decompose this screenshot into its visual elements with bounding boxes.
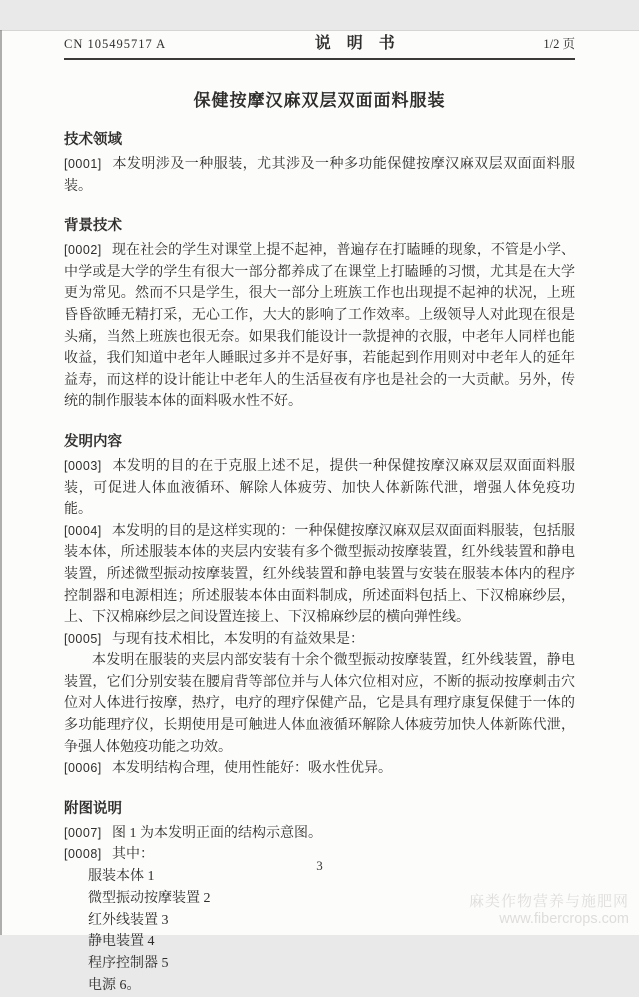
paragraph-number: [0003] bbox=[64, 458, 102, 473]
paragraph-number: [0001] bbox=[64, 157, 102, 171]
list-item: 电源 6。 bbox=[88, 978, 141, 994]
paragraph-text: 本发明的目的在于克服上述不足，提供一种保健按摩汉麻双层双面面料服装，可促进人体血液循环、解除人体疲劳、加快人体新陈代泄，增强人体免疫功能。 bbox=[64, 458, 575, 518]
section-heading-invention-content: 发明内容 bbox=[64, 433, 122, 450]
list-item: 程序控制器 5 bbox=[88, 956, 169, 972]
paragraph-number: [0006] bbox=[64, 761, 102, 776]
list-item: 服装本体 1 bbox=[88, 869, 155, 885]
section-heading-figure-description: 附图说明 bbox=[64, 800, 122, 817]
paragraph-0002 bbox=[64, 240, 575, 413]
paragraph-0005 bbox=[64, 629, 575, 651]
paragraph-0003 bbox=[64, 456, 575, 521]
paragraph-text: 现在社会的学生对课堂上提不起神，普遍存在打瞌睡的现象，不管是小学、中学或是大学的学生有很大一部分都养成了在课堂上打瞌睡的习惯，尤其是在大学更为常见。然而不只是学生，很大一部分上班族工作也出现提不起神的状况，上班昏昏欲睡无精打采，无心工作，大大的影响了工作效率。上级领导人对此现在很是头痛，当然上班族也很无奈。如果我们能设计一款提神的衣服，中老年人同样也能收益，我们知道中老年人睡眠过多并不是好事，若能起到作用则对中老年人的延年益寿，而这样的设计能让中老年人的生活昼夜有序也是社会的一大贡献。另外，传统的制作服装本体的面料吸水性不好。 bbox=[64, 243, 575, 410]
publication-number: CN 105495717 A bbox=[64, 37, 167, 51]
section-background-art bbox=[64, 214, 575, 413]
list-item: 静电装置 4 bbox=[88, 934, 155, 950]
section-technical-field bbox=[64, 128, 575, 197]
paragraph-text: 与现有技术相比，本发明的有益效果是： bbox=[112, 631, 364, 647]
paragraph-text: 图 1 为本发明正面的结构示意图。 bbox=[112, 825, 322, 841]
paragraph-text: 本发明的目的是这样实现的：一种保健按摩汉麻双层双面面料服装，包括服装本体，所述服装本体的夹层内安装有多个微型振动按摩装置，红外线装置和静电装置，所述微型振动按摩装置，红外线装置和静电装置与安装在服装本体内的程序控制器和电源相连；所述服装本体由面料制成，所述面料包括上、下汉棉麻纱层，上、下汉棉麻纱层之间设置连接上、下汉棉麻纱层的横向弹性线。 bbox=[64, 523, 575, 626]
list-item: 微型振动按摩装置 2 bbox=[88, 890, 211, 906]
page-indicator: 1/2 页 bbox=[543, 37, 575, 51]
paragraph-beneficial-effects bbox=[64, 650, 575, 758]
invention-title: 保健按摩汉麻双层双面面料服装 bbox=[193, 91, 446, 110]
paragraph-number: [0007] bbox=[64, 825, 102, 840]
document-type-title: 说明书 bbox=[314, 35, 411, 52]
watermark-url: www.fibercrops.com bbox=[499, 911, 629, 927]
figure-parts-list bbox=[64, 866, 575, 997]
list-item: 红外线装置 3 bbox=[88, 912, 169, 928]
paragraph-number: [0002] bbox=[64, 243, 102, 258]
paragraph-0004 bbox=[64, 521, 575, 629]
paragraph-0006 bbox=[64, 758, 575, 780]
page-number: 3 bbox=[316, 858, 323, 873]
watermark bbox=[469, 890, 629, 927]
paragraph-number: [0008] bbox=[64, 847, 102, 862]
patent-document-page bbox=[0, 30, 639, 994]
paragraph-text: 其中： bbox=[112, 847, 154, 863]
paragraph-number: [0005] bbox=[64, 631, 102, 646]
watermark-site-name: 麻类作物营养与施肥网 bbox=[468, 893, 629, 910]
paragraph-0007 bbox=[64, 823, 575, 845]
paragraph-text: 本发明在服装的夹层内部安装有十余个微型振动按摩装置，红外线装置，静电装置，它们分别安装在腰肩背等部位并与人体穴位相对应，不断的振动按摩刺击穴位对人体进行按摩，热疗，电疗的理疗保健产品，它是具有理疗康复保健于一体的多功能理疗仪，长期使用是可触进人体血液循环解除人体疲劳加快人体新陈代泄，争强人体勉疫功能之功效。 bbox=[64, 653, 575, 755]
paragraph-text: 本发明涉及一种服装，尤其涉及一种多功能保健按摩汉麻双层双面面料服装。 bbox=[64, 157, 575, 194]
document-header bbox=[64, 30, 575, 60]
section-heading-background-art: 背景技术 bbox=[64, 218, 122, 235]
paragraph-text: 本发明结构合理，使用性能好：吸水性优异。 bbox=[112, 761, 392, 777]
section-invention-content bbox=[64, 430, 575, 780]
section-heading-technical-field: 技术领域 bbox=[64, 132, 122, 148]
paragraph-0001 bbox=[64, 154, 575, 197]
paragraph-number: [0004] bbox=[64, 523, 102, 538]
